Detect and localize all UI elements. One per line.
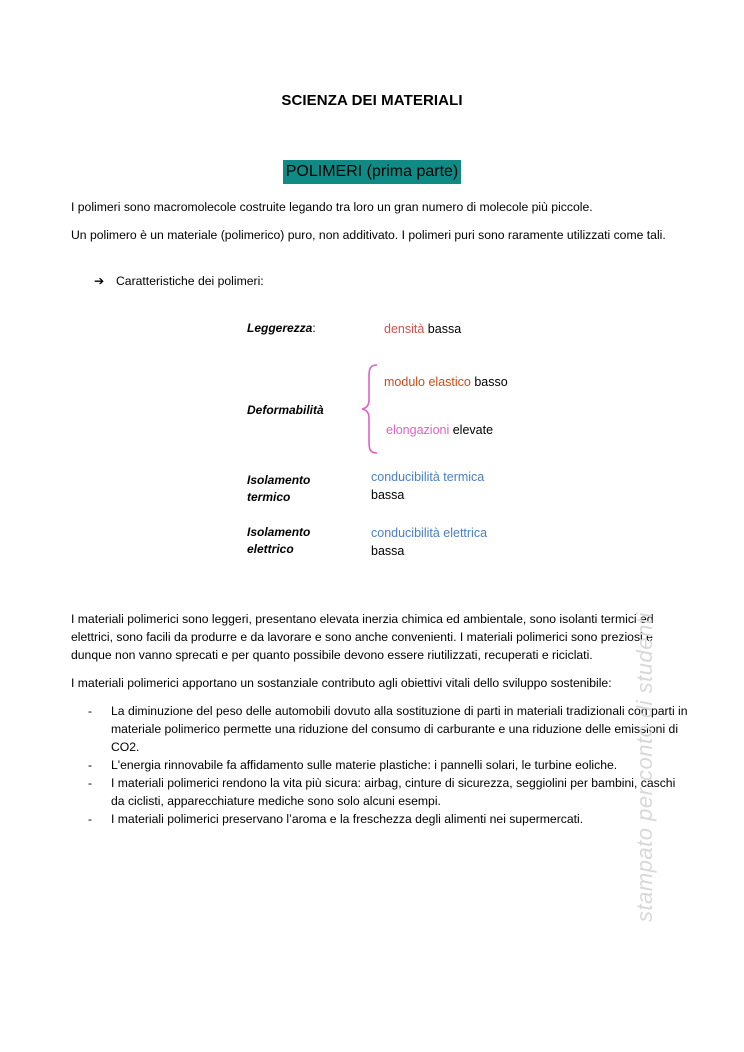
property-value-deformabilita-2: [386, 421, 493, 439]
list-item: [88, 702, 688, 756]
intro-paragraph-2: Un polimero è un materiale (polimerico) puro, non additivato. I polimeri puri sono raramente utilizzati come tali.: [71, 228, 666, 242]
conducibilita-elettrica-term: conducibilità elettrica: [371, 526, 488, 540]
elongazioni-term: elongazioni: [386, 423, 450, 437]
list-item: [88, 756, 688, 774]
list-item-text: I materiali polimerici preservano l’aroma e la freschezza degli alimenti nei supermercati.: [111, 812, 584, 826]
conducibilita-elettrica-qualifier: bassa: [371, 544, 405, 558]
list-item: [88, 810, 688, 828]
densita-qualifier: bassa: [424, 322, 462, 336]
property-value-deformabilita-1: [384, 373, 508, 391]
sustainability-list: [88, 702, 688, 828]
property-value-leggerezza: [384, 320, 461, 338]
conducibilita-termica-term: conducibilità termica: [371, 470, 485, 484]
intro-paragraph-1: I polimeri sono macromolecole costruite legando tra loro un gran numero di molecole più piccole.: [71, 200, 593, 214]
property-label-isolamento-termico: [247, 472, 310, 506]
curly-brace-icon: [361, 364, 379, 454]
isolamento-termico-line-2: termico: [247, 490, 291, 504]
conducibilita-termica-qualifier: bassa: [371, 488, 405, 502]
modulo-elastico-term: modulo elastico: [384, 375, 471, 389]
property-value-isolamento-termico: [371, 468, 484, 504]
isolamento-elettrico-line-2: elettrico: [247, 542, 294, 556]
body-paragraph-2: I materiali polimerici apportano un sostanziale contributo agli obiettivi vitali dello sviluppo sostenibile:: [71, 676, 612, 690]
list-item-text: L'energia rinnovabile fa affidamento sulle materie plastiche: i pannelli solari, le turbine eoliche.: [111, 758, 618, 772]
watermark: stampato per conto di studenti: [632, 612, 657, 922]
list-dash: -: [88, 704, 93, 718]
list-dash: -: [88, 812, 93, 826]
isolamento-termico-line-1: Isolamento: [247, 473, 311, 487]
property-value-isolamento-elettrico: [371, 524, 487, 560]
body-paragraph-1: I materiali polimerici sono leggeri, presentano elevata inerzia chimica ed ambientale, sono isolanti termici ed elettrici, sono facili da produrre e da lavorare e sono anche convenienti. I materiali polimerici sono preziosi e dunque non vanno sprecati e per quanto possibile devono essere riutilizzati, recuperati e riciclati.: [71, 612, 654, 662]
property-label-deformabilita: Deformabilità: [247, 403, 324, 417]
section-subtitle: POLIMERI (prima parte): [283, 160, 461, 184]
isolamento-elettrico-line-1: Isolamento: [247, 525, 311, 539]
page-title: SCIENZA DEI MATERIALI: [281, 92, 463, 109]
property-label-leggerezza: [247, 320, 316, 337]
subtitle-wrapper: [0, 160, 744, 184]
leggerezza-colon: :: [312, 321, 316, 335]
list-dash: -: [88, 758, 93, 772]
characteristics-heading-text: Caratteristiche dei polimeri:: [116, 274, 264, 288]
property-label-isolamento-elettrico: [247, 524, 310, 558]
list-item: [88, 774, 688, 810]
leggerezza-label-text: Leggerezza: [247, 321, 313, 335]
densita-term: densità: [384, 322, 425, 336]
elongazioni-qualifier: elevate: [449, 423, 494, 437]
list-item-text: I materiali polimerici rendono la vita più sicura: airbag, cinture di sicurezza, seggiolini per bambini, caschi da ciclisti, apparecchiature mediche sono solo alcuni esempi.: [111, 776, 676, 808]
list-dash: -: [88, 776, 93, 790]
list-item-text: La diminuzione del peso delle automobili dovuto alla sostituzione di parti in materiali tradizionali con parti in materiale polimerico permette una riduzione del consumo di carburante e una riduzione delle emissioni di CO2.: [111, 704, 688, 754]
characteristics-heading: [94, 272, 264, 290]
arrow-right-icon: ➔: [94, 274, 105, 288]
modulo-elastico-qualifier: basso: [470, 375, 508, 389]
